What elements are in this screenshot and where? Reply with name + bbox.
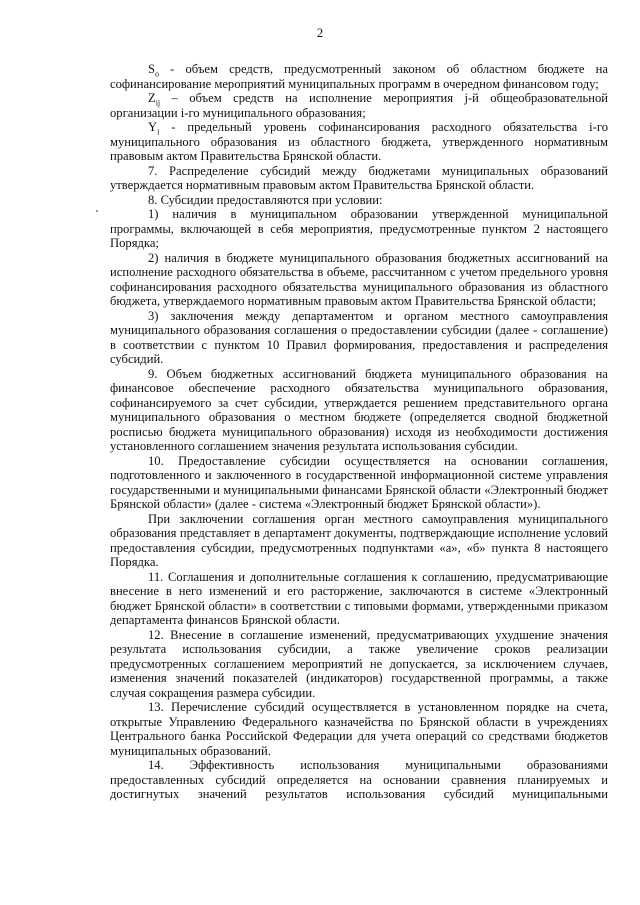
paragraph-7: 7. Распределение субсидий между бюджетами муниципальных образований утверждается нормативным правовым актом Правительства Брянской области. bbox=[110, 163, 608, 192]
paragraph-14: 14. Эффективность использования муниципальными образованиями предоставленных субсидий определяется на основании сравнения планируемых и достигнутых значений результатов использования субсидий муниципальными bbox=[110, 758, 608, 801]
document-body bbox=[110, 62, 608, 802]
paragraph-8-3: 3) заключения между департаментом и органом местного самоуправления муниципального образования соглашения о предоставлении субсидии (далее - соглашение) в соответствии с пунктом 10 Правил формирования, предоставления и распределения субсидий. bbox=[110, 308, 608, 366]
paragraph-13: 13. Перечисление субсидий осуществляется в установленном порядке на счета, открытые Управлению Федерального казначейства по Брянской области в учреждениях Центрального банка Российской Федерации для учета операций со средствами бюджетов муниципальных образований. bbox=[110, 700, 608, 758]
paragraph-8-2: 2) наличия в бюджете муниципального образования бюджетных ассигнований на исполнение расходного обязательства в объеме, рассчитанном с учетом предельного уровня софинансирования расходного обязательства муниципального образования из областного бюджета, утверждаемого нормативным правовым актом Правительства Брянской области; bbox=[110, 250, 608, 308]
paragraph-10: 10. Предоставление субсидии осуществляется на основании соглашения, подготовленного и заключенного в государственной информационной системе управления государственными и муниципальными финансами Брянской области «Электронный бюджет Брянской области» (далее - система «Электронный бюджет Брянской области»). bbox=[110, 453, 608, 511]
paragraph-12: 12. Внесение в соглашение изменений, предусматривающих ухудшение значения результата использования субсидии, а также увеличение сроков реализации предусмотренных соглашением мероприятий не допускается, за исключением случаев, изменения значений показателей (индикаторов) государственной программы, а также случая сокращения размера субсидии. bbox=[110, 627, 608, 700]
paragraph-yi-definition: $Y_i$ - предельный уровень софинансирования расходного обязательства i-го муниципального образования из областного бюджета, утвержденного нормативным правовым актом Правительства Брянской области. bbox=[110, 120, 608, 163]
paragraph-8: 8. Субсидии предоставляются при условии: bbox=[148, 192, 383, 207]
paragraph-so-definition: $S_o$ - объем средств, предусмотренный законом об областном бюджете на софинансирование мероприятий муниципальных программ в очередном финансовом году; bbox=[110, 62, 608, 91]
paragraph-11: 11. Соглашения и дополнительные соглашения к соглашению, предусматривающие внесение в него изменений и его расторжение, заключаются в системе «Электронный бюджет Брянской области» в соответствии с типовыми формами, утвержденными приказом департамента финансов Брянской области. bbox=[110, 569, 608, 627]
page-number: 2 bbox=[316, 26, 324, 40]
paragraph-zij-definition: $Z_{ij}$ – объем средств на исполнение мероприятия j-й общеобразовательной организации i-го муниципального образования; bbox=[110, 91, 608, 120]
paragraph-9: 9. Объем бюджетных ассигнований бюджета муниципального образования на финансовое обеспечение расходного обязательства муниципального образования, софинансируемого за счет субсидии, утверждается решением представительного органа муниципального образования о местном бюджете (определяется сводной бюджетной росписью бюджета муниципального образования) исходя из необходимости достижения установленного соглашением значения результата использования субсидии. bbox=[110, 366, 608, 453]
paragraph-10-conclusion: При заключении соглашения орган местного самоуправления муниципального образования представляет в департамент документы, подтверждающие исполнение условий предоставления субсидии, предусмотренных подпунктами «а», «б» пункта 8 настоящего Порядка. bbox=[110, 511, 608, 569]
paragraph-8-1: 1) наличия в муниципальном образовании утвержденной муниципальной программы, включающей в себя мероприятия, предусмотренные пунктом 2 настоящего Порядка; bbox=[110, 207, 608, 250]
scan-speck bbox=[96, 210, 98, 212]
